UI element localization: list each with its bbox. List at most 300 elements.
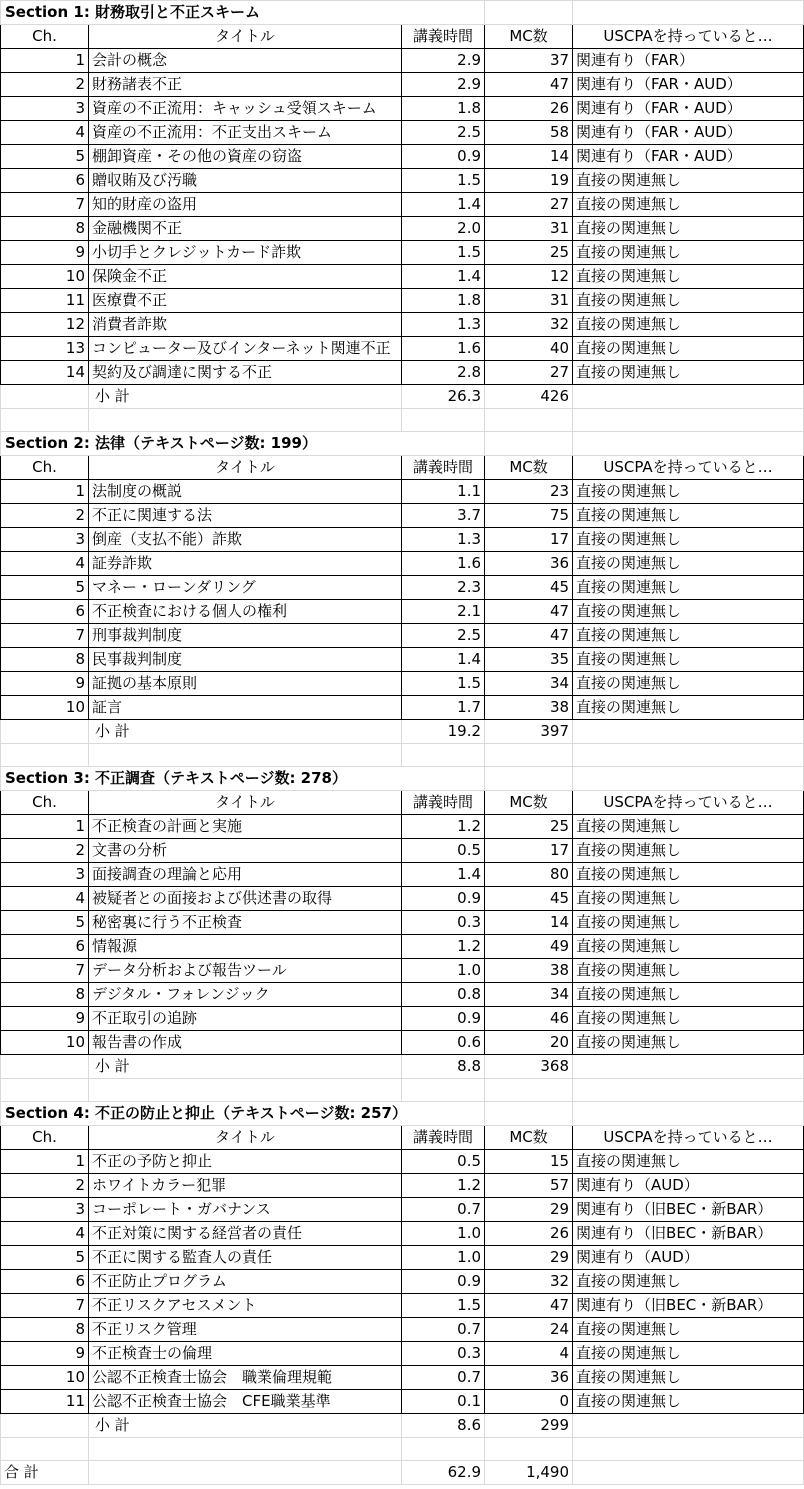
empty-cell[interactable] <box>1 409 89 432</box>
chapter-title-cell[interactable]: ホワイトカラー犯罪 <box>89 1174 402 1198</box>
empty-cell[interactable] <box>573 1414 804 1438</box>
empty-cell[interactable] <box>89 1438 402 1461</box>
chapter-number-cell[interactable]: 12 <box>1 313 89 337</box>
empty-cell[interactable] <box>1 720 89 744</box>
mc-count-cell[interactable]: 37 <box>485 49 573 73</box>
chapter-title-cell[interactable]: 報告書の作成 <box>89 1031 402 1055</box>
uscpa-relation-cell[interactable]: 直接の関連無し <box>573 576 804 600</box>
empty-cell[interactable] <box>573 409 804 432</box>
uscpa-relation-cell[interactable]: 直接の関連無し <box>573 265 804 289</box>
mc-count-cell[interactable]: 40 <box>485 337 573 361</box>
lecture-hours-cell[interactable]: 2.5 <box>402 121 485 145</box>
header-ch[interactable]: Ch. <box>1 456 89 480</box>
chapter-number-cell[interactable]: 3 <box>1 528 89 552</box>
chapter-number-cell[interactable]: 4 <box>1 121 89 145</box>
mc-count-cell[interactable]: 47 <box>485 73 573 97</box>
uscpa-relation-cell[interactable]: 直接の関連無し <box>573 887 804 911</box>
chapter-number-cell[interactable]: 6 <box>1 169 89 193</box>
chapter-title-cell[interactable]: 証言 <box>89 696 402 720</box>
header-uscpa[interactable]: USCPAを持っていると… <box>573 456 804 480</box>
uscpa-relation-cell[interactable]: 直接の関連無し <box>573 839 804 863</box>
chapter-number-cell[interactable]: 4 <box>1 552 89 576</box>
chapter-title-cell[interactable]: 契約及び調達に関する不正 <box>89 361 402 385</box>
section-title-cell[interactable]: Section 1: 財務取引と不正スキーム <box>1 1 485 25</box>
chapter-title-cell[interactable]: データ分析および報告ツール <box>89 959 402 983</box>
lecture-hours-cell[interactable]: 1.5 <box>402 241 485 265</box>
chapter-title-cell[interactable]: 情報源 <box>89 935 402 959</box>
section-title-cell[interactable]: Section 4: 不正の防止と抑止（テキストページ数: 257） <box>1 1102 485 1126</box>
mc-count-cell[interactable]: 14 <box>485 145 573 169</box>
uscpa-relation-cell[interactable]: 直接の関連無し <box>573 1150 804 1174</box>
chapter-title-cell[interactable]: 不正取引の追跡 <box>89 1007 402 1031</box>
subtotal-mc[interactable]: 426 <box>485 385 573 409</box>
subtotal-hours[interactable]: 19.2 <box>402 720 485 744</box>
empty-cell[interactable] <box>573 744 804 767</box>
mc-count-cell[interactable]: 57 <box>485 1174 573 1198</box>
subtotal-hours[interactable]: 8.6 <box>402 1414 485 1438</box>
empty-cell[interactable] <box>573 767 804 791</box>
chapter-number-cell[interactable]: 9 <box>1 1342 89 1366</box>
lecture-hours-cell[interactable]: 1.4 <box>402 648 485 672</box>
uscpa-relation-cell[interactable]: 直接の関連無し <box>573 1270 804 1294</box>
lecture-hours-cell[interactable]: 0.9 <box>402 887 485 911</box>
chapter-number-cell[interactable]: 6 <box>1 600 89 624</box>
lecture-hours-cell[interactable]: 1.4 <box>402 265 485 289</box>
mc-count-cell[interactable]: 0 <box>485 1390 573 1414</box>
header-ch[interactable]: Ch. <box>1 1126 89 1150</box>
uscpa-relation-cell[interactable]: 直接の関連無し <box>573 552 804 576</box>
header-mc[interactable]: MC数 <box>485 1126 573 1150</box>
uscpa-relation-cell[interactable]: 関連有り（FAR・AUD） <box>573 73 804 97</box>
uscpa-relation-cell[interactable]: 関連有り（FAR） <box>573 49 804 73</box>
section-title-cell[interactable]: Section 2: 法律（テキストページ数: 199） <box>1 432 485 456</box>
empty-cell[interactable] <box>485 744 573 767</box>
mc-count-cell[interactable]: 58 <box>485 121 573 145</box>
header-ch[interactable]: Ch. <box>1 791 89 815</box>
chapter-number-cell[interactable]: 5 <box>1 145 89 169</box>
chapter-title-cell[interactable]: 秘密裏に行う不正検査 <box>89 911 402 935</box>
header-mc[interactable]: MC数 <box>485 25 573 49</box>
lecture-hours-cell[interactable]: 0.7 <box>402 1366 485 1390</box>
lecture-hours-cell[interactable]: 1.7 <box>402 696 485 720</box>
empty-cell[interactable] <box>1 1055 89 1079</box>
uscpa-relation-cell[interactable]: 直接の関連無し <box>573 1318 804 1342</box>
chapter-number-cell[interactable]: 2 <box>1 73 89 97</box>
chapter-number-cell[interactable]: 10 <box>1 1031 89 1055</box>
chapter-title-cell[interactable]: 刑事裁判制度 <box>89 624 402 648</box>
lecture-hours-cell[interactable]: 2.9 <box>402 73 485 97</box>
uscpa-relation-cell[interactable]: 直接の関連無し <box>573 959 804 983</box>
subtotal-label[interactable]: 小 計 <box>89 720 402 744</box>
chapter-number-cell[interactable]: 8 <box>1 983 89 1007</box>
lecture-hours-cell[interactable]: 2.8 <box>402 361 485 385</box>
header-mc[interactable]: MC数 <box>485 791 573 815</box>
chapter-title-cell[interactable]: 医療費不正 <box>89 289 402 313</box>
uscpa-relation-cell[interactable]: 関連有り（AUD） <box>573 1246 804 1270</box>
empty-cell[interactable] <box>573 1079 804 1102</box>
lecture-hours-cell[interactable]: 2.5 <box>402 624 485 648</box>
mc-count-cell[interactable]: 12 <box>485 265 573 289</box>
chapter-title-cell[interactable]: 不正の予防と抑止 <box>89 1150 402 1174</box>
chapter-number-cell[interactable]: 13 <box>1 337 89 361</box>
uscpa-relation-cell[interactable]: 直接の関連無し <box>573 696 804 720</box>
header-title[interactable]: タイトル <box>89 25 402 49</box>
mc-count-cell[interactable]: 27 <box>485 193 573 217</box>
uscpa-relation-cell[interactable]: 直接の関連無し <box>573 504 804 528</box>
mc-count-cell[interactable]: 19 <box>485 169 573 193</box>
mc-count-cell[interactable]: 47 <box>485 1294 573 1318</box>
chapter-number-cell[interactable]: 2 <box>1 504 89 528</box>
header-hours[interactable]: 講義時間 <box>402 1126 485 1150</box>
chapter-title-cell[interactable]: 知的財産の盗用 <box>89 193 402 217</box>
chapter-number-cell[interactable]: 5 <box>1 911 89 935</box>
chapter-title-cell[interactable]: 資産の不正流用：キャッシュ受領スキーム <box>89 97 402 121</box>
chapter-title-cell[interactable]: 不正検査における個人の権利 <box>89 600 402 624</box>
empty-cell[interactable] <box>485 1 573 25</box>
uscpa-relation-cell[interactable]: 直接の関連無し <box>573 289 804 313</box>
lecture-hours-cell[interactable]: 1.4 <box>402 863 485 887</box>
uscpa-relation-cell[interactable]: 関連有り（FAR・AUD） <box>573 97 804 121</box>
chapter-number-cell[interactable]: 6 <box>1 935 89 959</box>
chapter-title-cell[interactable]: 証券詐欺 <box>89 552 402 576</box>
mc-count-cell[interactable]: 26 <box>485 97 573 121</box>
lecture-hours-cell[interactable]: 0.3 <box>402 1342 485 1366</box>
uscpa-relation-cell[interactable]: 直接の関連無し <box>573 815 804 839</box>
empty-cell[interactable] <box>1 1438 89 1461</box>
uscpa-relation-cell[interactable]: 関連有り（AUD） <box>573 1174 804 1198</box>
chapter-title-cell[interactable]: 不正検査士の倫理 <box>89 1342 402 1366</box>
header-uscpa[interactable]: USCPAを持っていると… <box>573 791 804 815</box>
header-hours[interactable]: 講義時間 <box>402 456 485 480</box>
mc-count-cell[interactable]: 34 <box>485 672 573 696</box>
chapter-title-cell[interactable]: 証拠の基本原則 <box>89 672 402 696</box>
chapter-title-cell[interactable]: 不正検査の計画と実施 <box>89 815 402 839</box>
mc-count-cell[interactable]: 25 <box>485 815 573 839</box>
chapter-number-cell[interactable]: 8 <box>1 1318 89 1342</box>
lecture-hours-cell[interactable]: 1.8 <box>402 289 485 313</box>
chapter-number-cell[interactable]: 10 <box>1 265 89 289</box>
chapter-number-cell[interactable]: 9 <box>1 241 89 265</box>
lecture-hours-cell[interactable]: 2.9 <box>402 49 485 73</box>
uscpa-relation-cell[interactable]: 直接の関連無し <box>573 1342 804 1366</box>
subtotal-label[interactable]: 小 計 <box>89 1414 402 1438</box>
uscpa-relation-cell[interactable]: 直接の関連無し <box>573 1031 804 1055</box>
uscpa-relation-cell[interactable]: 直接の関連無し <box>573 672 804 696</box>
chapter-title-cell[interactable]: 贈収賄及び汚職 <box>89 169 402 193</box>
mc-count-cell[interactable]: 23 <box>485 480 573 504</box>
header-title[interactable]: タイトル <box>89 456 402 480</box>
uscpa-relation-cell[interactable]: 直接の関連無し <box>573 169 804 193</box>
uscpa-relation-cell[interactable]: 直接の関連無し <box>573 361 804 385</box>
lecture-hours-cell[interactable]: 1.2 <box>402 815 485 839</box>
lecture-hours-cell[interactable]: 0.5 <box>402 839 485 863</box>
lecture-hours-cell[interactable]: 1.5 <box>402 1294 485 1318</box>
chapter-title-cell[interactable]: 不正防止プログラム <box>89 1270 402 1294</box>
uscpa-relation-cell[interactable]: 直接の関連無し <box>573 313 804 337</box>
uscpa-relation-cell[interactable]: 関連有り（旧BEC・新BAR） <box>573 1222 804 1246</box>
lecture-hours-cell[interactable]: 1.5 <box>402 169 485 193</box>
chapter-number-cell[interactable]: 7 <box>1 959 89 983</box>
chapter-number-cell[interactable]: 10 <box>1 1366 89 1390</box>
lecture-hours-cell[interactable]: 0.3 <box>402 911 485 935</box>
chapter-number-cell[interactable]: 11 <box>1 289 89 313</box>
chapter-number-cell[interactable]: 7 <box>1 624 89 648</box>
empty-cell[interactable] <box>89 409 402 432</box>
empty-cell[interactable] <box>1 1079 89 1102</box>
mc-count-cell[interactable]: 47 <box>485 624 573 648</box>
lecture-hours-cell[interactable]: 1.0 <box>402 1246 485 1270</box>
subtotal-mc[interactable]: 368 <box>485 1055 573 1079</box>
chapter-number-cell[interactable]: 5 <box>1 576 89 600</box>
chapter-title-cell[interactable]: 保険金不正 <box>89 265 402 289</box>
empty-cell[interactable] <box>573 385 804 409</box>
chapter-title-cell[interactable]: デジタル・フォレンジック <box>89 983 402 1007</box>
uscpa-relation-cell[interactable]: 直接の関連無し <box>573 193 804 217</box>
subtotal-label[interactable]: 小 計 <box>89 1055 402 1079</box>
mc-count-cell[interactable]: 15 <box>485 1150 573 1174</box>
chapter-title-cell[interactable]: 民事裁判制度 <box>89 648 402 672</box>
chapter-number-cell[interactable]: 8 <box>1 217 89 241</box>
subtotal-label[interactable]: 小 計 <box>89 385 402 409</box>
header-title[interactable]: タイトル <box>89 1126 402 1150</box>
uscpa-relation-cell[interactable]: 直接の関連無し <box>573 1007 804 1031</box>
chapter-title-cell[interactable]: 不正に関連する法 <box>89 504 402 528</box>
chapter-number-cell[interactable]: 14 <box>1 361 89 385</box>
chapter-title-cell[interactable]: 倒産（支払不能）詐欺 <box>89 528 402 552</box>
lecture-hours-cell[interactable]: 0.7 <box>402 1318 485 1342</box>
mc-count-cell[interactable]: 14 <box>485 911 573 935</box>
uscpa-relation-cell[interactable]: 直接の関連無し <box>573 337 804 361</box>
chapter-title-cell[interactable]: 被疑者との面接および供述書の取得 <box>89 887 402 911</box>
lecture-hours-cell[interactable]: 0.5 <box>402 1150 485 1174</box>
empty-cell[interactable] <box>573 1461 804 1485</box>
grand-total-mc[interactable]: 1,490 <box>485 1461 573 1485</box>
lecture-hours-cell[interactable]: 1.2 <box>402 935 485 959</box>
chapter-number-cell[interactable]: 6 <box>1 1270 89 1294</box>
mc-count-cell[interactable]: 38 <box>485 959 573 983</box>
lecture-hours-cell[interactable]: 1.1 <box>402 480 485 504</box>
mc-count-cell[interactable]: 32 <box>485 1270 573 1294</box>
lecture-hours-cell[interactable]: 2.0 <box>402 217 485 241</box>
lecture-hours-cell[interactable]: 1.3 <box>402 528 485 552</box>
chapter-title-cell[interactable]: マネー・ローンダリング <box>89 576 402 600</box>
uscpa-relation-cell[interactable]: 直接の関連無し <box>573 480 804 504</box>
chapter-number-cell[interactable]: 4 <box>1 887 89 911</box>
chapter-title-cell[interactable]: 不正リスク管理 <box>89 1318 402 1342</box>
header-hours[interactable]: 講義時間 <box>402 791 485 815</box>
mc-count-cell[interactable]: 36 <box>485 1366 573 1390</box>
chapter-number-cell[interactable]: 10 <box>1 696 89 720</box>
chapter-title-cell[interactable]: 文書の分析 <box>89 839 402 863</box>
chapter-number-cell[interactable]: 5 <box>1 1246 89 1270</box>
mc-count-cell[interactable]: 35 <box>485 648 573 672</box>
chapter-number-cell[interactable]: 3 <box>1 97 89 121</box>
subtotal-mc[interactable]: 299 <box>485 1414 573 1438</box>
mc-count-cell[interactable]: 29 <box>485 1246 573 1270</box>
chapter-number-cell[interactable]: 1 <box>1 480 89 504</box>
mc-count-cell[interactable]: 25 <box>485 241 573 265</box>
chapter-title-cell[interactable]: コンピューター及びインターネット関連不正 <box>89 337 402 361</box>
uscpa-relation-cell[interactable]: 直接の関連無し <box>573 1390 804 1414</box>
lecture-hours-cell[interactable]: 0.9 <box>402 1007 485 1031</box>
mc-count-cell[interactable]: 36 <box>485 552 573 576</box>
uscpa-relation-cell[interactable]: 関連有り（FAR・AUD） <box>573 121 804 145</box>
uscpa-relation-cell[interactable]: 直接の関連無し <box>573 911 804 935</box>
lecture-hours-cell[interactable]: 1.5 <box>402 672 485 696</box>
empty-cell[interactable] <box>89 1079 402 1102</box>
empty-cell[interactable] <box>485 1102 573 1126</box>
chapter-title-cell[interactable]: 法制度の概説 <box>89 480 402 504</box>
chapter-number-cell[interactable]: 1 <box>1 1150 89 1174</box>
mc-count-cell[interactable]: 49 <box>485 935 573 959</box>
header-mc[interactable]: MC数 <box>485 456 573 480</box>
mc-count-cell[interactable]: 34 <box>485 983 573 1007</box>
mc-count-cell[interactable]: 31 <box>485 289 573 313</box>
chapter-number-cell[interactable]: 2 <box>1 1174 89 1198</box>
header-ch[interactable]: Ch. <box>1 25 89 49</box>
mc-count-cell[interactable]: 4 <box>485 1342 573 1366</box>
chapter-title-cell[interactable]: 消費者詐欺 <box>89 313 402 337</box>
lecture-hours-cell[interactable]: 1.8 <box>402 97 485 121</box>
chapter-title-cell[interactable]: 公認不正検査士協会 CFE職業基準 <box>89 1390 402 1414</box>
section-title-cell[interactable]: Section 3: 不正調査（テキストページ数: 278） <box>1 767 485 791</box>
empty-cell[interactable] <box>402 409 485 432</box>
chapter-number-cell[interactable]: 3 <box>1 1198 89 1222</box>
empty-cell[interactable] <box>1 744 89 767</box>
grand-total-label[interactable]: 合 計 <box>1 1461 89 1485</box>
lecture-hours-cell[interactable]: 0.6 <box>402 1031 485 1055</box>
lecture-hours-cell[interactable]: 3.7 <box>402 504 485 528</box>
empty-cell[interactable] <box>485 1438 573 1461</box>
empty-cell[interactable] <box>573 1055 804 1079</box>
chapter-number-cell[interactable]: 9 <box>1 672 89 696</box>
chapter-title-cell[interactable]: 会計の概念 <box>89 49 402 73</box>
mc-count-cell[interactable]: 29 <box>485 1198 573 1222</box>
chapter-number-cell[interactable]: 3 <box>1 863 89 887</box>
lecture-hours-cell[interactable]: 1.0 <box>402 1222 485 1246</box>
mc-count-cell[interactable]: 32 <box>485 313 573 337</box>
lecture-hours-cell[interactable]: 1.4 <box>402 193 485 217</box>
uscpa-relation-cell[interactable]: 関連有り（旧BEC・新BAR） <box>573 1294 804 1318</box>
empty-cell[interactable] <box>402 1438 485 1461</box>
header-hours[interactable]: 講義時間 <box>402 25 485 49</box>
subtotal-hours[interactable]: 26.3 <box>402 385 485 409</box>
header-title[interactable]: タイトル <box>89 791 402 815</box>
uscpa-relation-cell[interactable]: 直接の関連無し <box>573 863 804 887</box>
lecture-hours-cell[interactable]: 0.8 <box>402 983 485 1007</box>
uscpa-relation-cell[interactable]: 関連有り（旧BEC・新BAR） <box>573 1198 804 1222</box>
lecture-hours-cell[interactable]: 0.1 <box>402 1390 485 1414</box>
chapter-title-cell[interactable]: 資産の不正流用：不正支出スキーム <box>89 121 402 145</box>
mc-count-cell[interactable]: 26 <box>485 1222 573 1246</box>
empty-cell[interactable] <box>1 385 89 409</box>
chapter-title-cell[interactable]: 小切手とクレジットカード詐欺 <box>89 241 402 265</box>
uscpa-relation-cell[interactable]: 直接の関連無し <box>573 983 804 1007</box>
uscpa-relation-cell[interactable]: 関連有り（FAR・AUD） <box>573 145 804 169</box>
uscpa-relation-cell[interactable]: 直接の関連無し <box>573 1366 804 1390</box>
empty-cell[interactable] <box>89 744 402 767</box>
lecture-hours-cell[interactable]: 1.2 <box>402 1174 485 1198</box>
lecture-hours-cell[interactable]: 1.3 <box>402 313 485 337</box>
mc-count-cell[interactable]: 45 <box>485 887 573 911</box>
chapter-number-cell[interactable]: 7 <box>1 1294 89 1318</box>
chapter-number-cell[interactable]: 1 <box>1 815 89 839</box>
uscpa-relation-cell[interactable]: 直接の関連無し <box>573 217 804 241</box>
chapter-number-cell[interactable]: 11 <box>1 1390 89 1414</box>
uscpa-relation-cell[interactable]: 直接の関連無し <box>573 241 804 265</box>
mc-count-cell[interactable]: 45 <box>485 576 573 600</box>
grand-total-hours[interactable]: 62.9 <box>402 1461 485 1485</box>
chapter-number-cell[interactable]: 7 <box>1 193 89 217</box>
chapter-number-cell[interactable]: 8 <box>1 648 89 672</box>
uscpa-relation-cell[interactable]: 直接の関連無し <box>573 935 804 959</box>
chapter-number-cell[interactable]: 4 <box>1 1222 89 1246</box>
chapter-title-cell[interactable]: 金融機関不正 <box>89 217 402 241</box>
header-uscpa[interactable]: USCPAを持っていると… <box>573 25 804 49</box>
chapter-title-cell[interactable]: 不正対策に関する経営者の責任 <box>89 1222 402 1246</box>
mc-count-cell[interactable]: 38 <box>485 696 573 720</box>
mc-count-cell[interactable]: 80 <box>485 863 573 887</box>
mc-count-cell[interactable]: 24 <box>485 1318 573 1342</box>
lecture-hours-cell[interactable]: 1.0 <box>402 959 485 983</box>
chapter-number-cell[interactable]: 2 <box>1 839 89 863</box>
mc-count-cell[interactable]: 17 <box>485 528 573 552</box>
empty-cell[interactable] <box>485 432 573 456</box>
chapter-number-cell[interactable]: 1 <box>1 49 89 73</box>
mc-count-cell[interactable]: 75 <box>485 504 573 528</box>
mc-count-cell[interactable]: 17 <box>485 839 573 863</box>
empty-cell[interactable] <box>402 744 485 767</box>
uscpa-relation-cell[interactable]: 直接の関連無し <box>573 528 804 552</box>
empty-cell[interactable] <box>573 1438 804 1461</box>
lecture-hours-cell[interactable]: 1.6 <box>402 337 485 361</box>
subtotal-mc[interactable]: 397 <box>485 720 573 744</box>
chapter-title-cell[interactable]: コーポレート・ガバナンス <box>89 1198 402 1222</box>
mc-count-cell[interactable]: 20 <box>485 1031 573 1055</box>
chapter-title-cell[interactable]: 不正に関する監査人の責任 <box>89 1246 402 1270</box>
empty-cell[interactable] <box>485 1079 573 1102</box>
chapter-title-cell[interactable]: 財務諸表不正 <box>89 73 402 97</box>
empty-cell[interactable] <box>1 1414 89 1438</box>
mc-count-cell[interactable]: 27 <box>485 361 573 385</box>
mc-count-cell[interactable]: 47 <box>485 600 573 624</box>
empty-cell[interactable] <box>402 1079 485 1102</box>
lecture-hours-cell[interactable]: 2.1 <box>402 600 485 624</box>
lecture-hours-cell[interactable]: 0.9 <box>402 145 485 169</box>
lecture-hours-cell[interactable]: 0.7 <box>402 1198 485 1222</box>
empty-cell[interactable] <box>573 720 804 744</box>
empty-cell[interactable] <box>89 1461 402 1485</box>
empty-cell[interactable] <box>573 1102 804 1126</box>
subtotal-hours[interactable]: 8.8 <box>402 1055 485 1079</box>
chapter-title-cell[interactable]: 面接調査の理論と応用 <box>89 863 402 887</box>
empty-cell[interactable] <box>573 432 804 456</box>
mc-count-cell[interactable]: 31 <box>485 217 573 241</box>
uscpa-relation-cell[interactable]: 直接の関連無し <box>573 600 804 624</box>
chapter-title-cell[interactable]: 公認不正検査士協会 職業倫理規範 <box>89 1366 402 1390</box>
header-uscpa[interactable]: USCPAを持っていると… <box>573 1126 804 1150</box>
chapter-title-cell[interactable]: 不正リスクアセスメント <box>89 1294 402 1318</box>
chapter-number-cell[interactable]: 9 <box>1 1007 89 1031</box>
uscpa-relation-cell[interactable]: 直接の関連無し <box>573 648 804 672</box>
lecture-hours-cell[interactable]: 0.9 <box>402 1270 485 1294</box>
lecture-hours-cell[interactable]: 1.6 <box>402 552 485 576</box>
empty-cell[interactable] <box>485 409 573 432</box>
mc-count-cell[interactable]: 46 <box>485 1007 573 1031</box>
chapter-title-cell[interactable]: 棚卸資産・その他の資産の窃盗 <box>89 145 402 169</box>
lecture-hours-cell[interactable]: 2.3 <box>402 576 485 600</box>
empty-cell[interactable] <box>485 767 573 791</box>
